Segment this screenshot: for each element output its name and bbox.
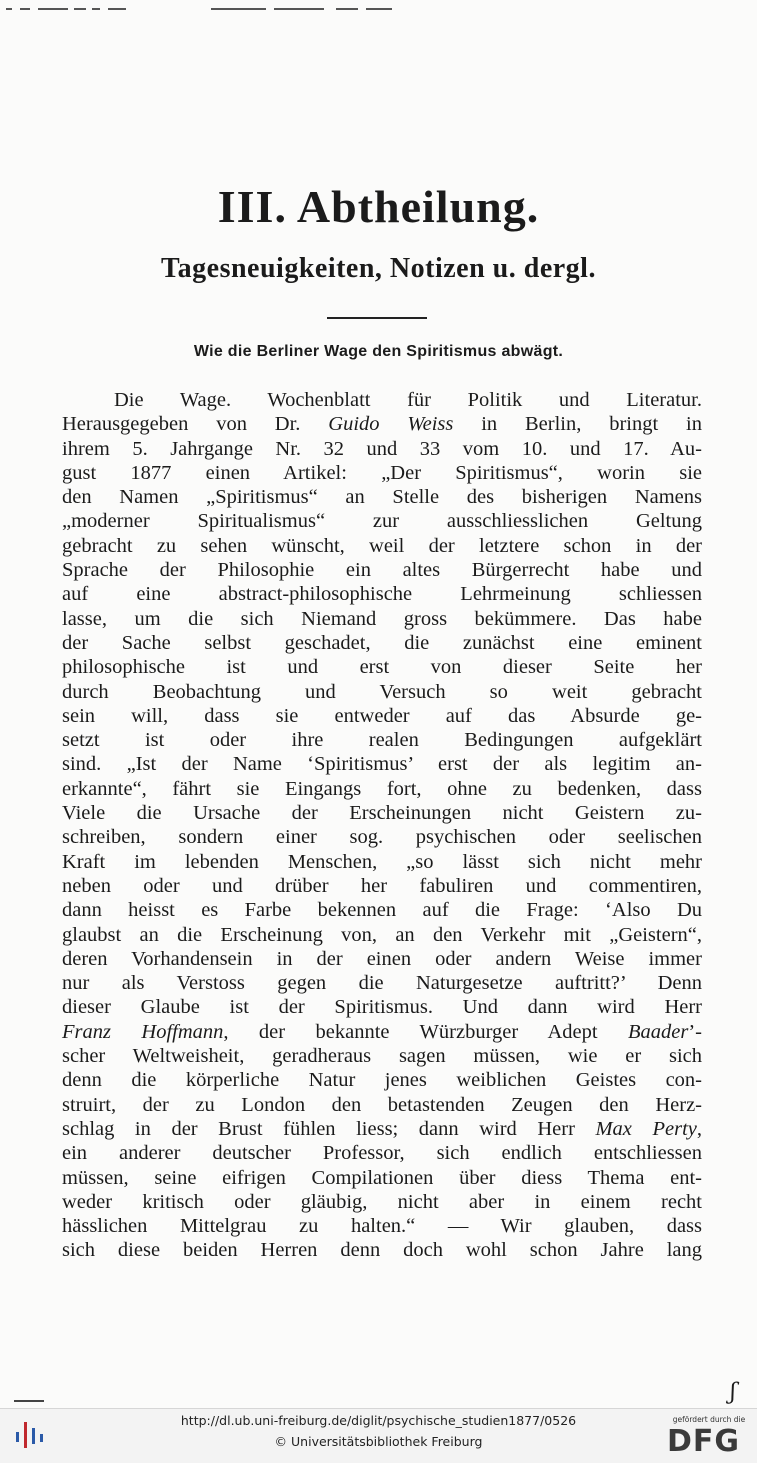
text-line: nur als Verstoss gegen die Naturgesetze auftritt?’ Denn — [62, 972, 702, 995]
margin-mark: ʃ — [730, 1380, 736, 1405]
text-line: ein anderer deutscher Professor, sich endlich entschliessen — [62, 1142, 702, 1165]
text-line: denn die körperliche Natur jenes weiblichen Geistes con- — [62, 1069, 702, 1092]
text-line: Viele die Ursache der Erscheinungen nicht Geistern zu- — [62, 802, 702, 825]
text-line: dann heisst es Farbe bekennen auf die Frage: ‘Also Du — [62, 899, 702, 922]
text-line: hässlichen Mittelgrau zu halten.“ — Wir glauben, dass — [62, 1215, 702, 1238]
top-scan-marks — [6, 6, 396, 12]
text-line: weder kritisch oder gläubig, nicht aber in einem recht — [62, 1190, 702, 1213]
text-line: erkannte“, fährt sie Eingangs fort, ohne zu bedenken, dass — [62, 777, 702, 800]
text-line: struirt, der zu London den betastenden Zeugen den Herz- — [62, 1093, 702, 1116]
section-title: III. Abtheilung. — [217, 181, 540, 232]
text-line: gebracht zu sehen wünscht, weil der letztere schon in der — [62, 534, 702, 557]
separator-rule — [327, 317, 427, 319]
text-line: sich diese beiden Herren denn doch wohl schon Jahre lang — [62, 1239, 702, 1262]
text-line: dieser Glaube ist der Spiritismus. Und dann wird Herr — [62, 996, 702, 1019]
text-line: auf eine abstract-philosophische Lehrmeinung schliessen — [62, 583, 702, 606]
text-line: sein will, dass sie entweder auf das Absurde ge- — [62, 704, 702, 727]
dfg-logo: DFG — [667, 1424, 741, 1459]
article-heading: Wie die Berliner Wage den Spiritismus abwägt. — [193, 343, 564, 360]
text-line: Franz Hoffmann, der bekannte Würzburger Adept Baader’- — [62, 1020, 702, 1043]
text-line: glaubst an die Erscheinung von, an den Verkehr mit „Geistern“, — [62, 923, 702, 946]
text-line: Kraft im lebenden Menschen, „so lässt sich nicht mehr — [62, 850, 702, 873]
text-line: neben oder und drüber her fabuliren und commentiren, — [62, 874, 702, 897]
copyright-notice: © Universitätsbibliothek Freiburg — [274, 1434, 483, 1449]
text-line: „moderner Spiritualismus“ zur ausschliesslichen Geltung — [62, 510, 702, 533]
source-url-link[interactable]: http://dl.ub.uni-freiburg.de/diglit/psychische_studien1877/0526 — [180, 1413, 577, 1428]
text-line: scher Weltweisheit, geradheraus sagen müssen, wie er sich — [62, 1045, 702, 1068]
text-line: der Sache selbst geschadet, die zunächst eine eminent — [62, 631, 702, 654]
text-line: den Namen „Spiritismus“ an Stelle des bisherigen Namens — [62, 486, 702, 509]
text-line: müssen, seine eifrigen Compilationen über diess Thema ent- — [62, 1166, 702, 1189]
text-line: lasse, um die sich Niemand gross bekümmere. Das habe — [62, 607, 702, 630]
text-line: Die Wage. Wochenblatt für Politik und Literatur. — [114, 389, 702, 411]
text-line: schreiben, sondern einer sog. psychischen oder seelischen — [62, 826, 702, 849]
text-line: setzt ist oder ihre realen Bedingungen aufgeklärt — [62, 729, 702, 752]
text-line: sind. „Ist der Name ‘Spiritismus’ erst der als legitim an- — [62, 753, 702, 776]
text-line: schlag in der Brust fühlen liess; dann wird Herr Max Perty, — [62, 1117, 702, 1140]
text-line: Sprache der Philosophie ein altes Bürgerrecht habe und — [62, 559, 702, 582]
dfg-caption: gefördert durch die — [672, 1415, 746, 1424]
text-line: gust 1877 einen Artikel: „Der Spiritismus“, worin sie — [62, 461, 702, 484]
text-line: philosophische ist und erst von dieser Seite her — [62, 656, 702, 679]
text-line: Herausgegeben von Dr. Guido Weiss in Berlin, bringt in — [62, 413, 702, 436]
section-subtitle: Tagesneuigkeiten, Notizen u. dergl. — [161, 253, 596, 284]
bottom-scan-mark — [14, 1400, 44, 1402]
text-line: durch Beobachtung und Versuch so weit gebracht — [62, 680, 702, 703]
text-line: ihrem 5. Jahrgange Nr. 32 und 33 vom 10. und 17. Au- — [62, 437, 702, 460]
text-line: deren Vorhandensein in der einen oder andern Weise immer — [62, 947, 702, 970]
article-body — [62, 388, 702, 1263]
